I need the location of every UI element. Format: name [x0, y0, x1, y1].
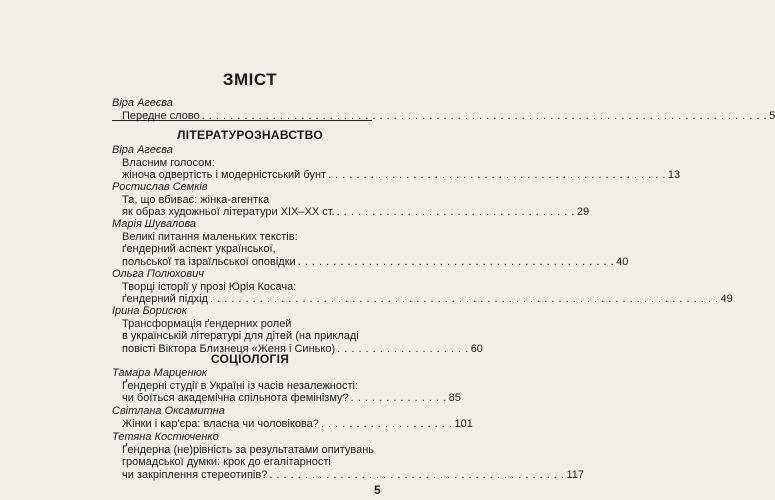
- entry-title: чи боїться академічна спільнота фемінізму?: [122, 392, 349, 405]
- entry-line: громадської думки: крок до егалітарності: [122, 456, 331, 469]
- entry-title: Передне слово: [122, 109, 200, 122]
- entry-line: Ґендерна (не)рівність за результатами опитувань: [122, 443, 375, 456]
- entry-line: Ґендерні студії в Україні із часів незалежності:: [122, 379, 358, 392]
- entry-title: ґендерний підхід: [122, 293, 208, 306]
- section-heading-sociology: СОЦІОЛОГІЯ: [210, 352, 290, 366]
- entry-line: [122, 468, 585, 482]
- entry-page: 40: [616, 255, 629, 268]
- entry-title: повісті Віктора Близнеця «Женя і Синько): [122, 342, 336, 355]
- entry-line: Творці історії у прозі Юрія Косача:: [122, 280, 297, 293]
- entry-page: 13: [667, 169, 681, 182]
- entry-line: ґендерний аспект української,: [122, 243, 276, 256]
- leader-dots: . . . . . . . . . . . . . . . . . . . . . . . . . . . . . . . . . . . . . . . . . . . . . . . . . . . . . . . . . . . . . . . . . . . . . . . .: [209, 293, 719, 306]
- entry-title: Жінки і кар'єра: власна чи чоловікова?: [122, 417, 319, 430]
- entry-line: Великі питання маленьких текстів:: [122, 230, 298, 243]
- entry-line: [122, 109, 775, 123]
- leader-dots: . . . . . . . . . . . . . .: [350, 392, 447, 405]
- entry-author: Ірина Борисюк: [112, 305, 187, 317]
- entry-title: польської та ізраїльської оповідки: [122, 255, 296, 268]
- toc-entry: [112, 144, 681, 182]
- toc-entry: [112, 181, 590, 219]
- entry-line: в українській літературі для дітей (на прикладі: [122, 330, 359, 343]
- toc-entry: [112, 305, 483, 355]
- entry-page: 101: [454, 417, 473, 430]
- leader-dots: . . . . . . . . . . . . . . . . . . . . . . . . . . . . . . . . . . . . . . . . . . . . . . . .: [328, 169, 666, 182]
- entry-author: Віра Агеєва: [112, 97, 173, 109]
- entry-line: [122, 392, 461, 405]
- toc-entry: [112, 405, 473, 430]
- toc-entry: [112, 431, 585, 481]
- leader-dots: . . . . . . . . . . . . . . . . . . .: [320, 417, 453, 430]
- entry-title: жіноча одвертість і модерністський бунт: [122, 169, 327, 182]
- entry-page: 60: [470, 342, 483, 355]
- entry-title: як образ художньої літератури XIX–XX ст.: [122, 206, 335, 219]
- entry-page: 117: [566, 468, 585, 481]
- entry-line: Трансформація ґендерних ролей: [122, 317, 292, 330]
- entry-line: Та, що вбиває: жінка-агентка: [122, 193, 270, 206]
- page-number: 5: [374, 483, 381, 497]
- section-heading-literature: ЛІТЕРАТУРОЗНАВСТВО: [177, 128, 323, 142]
- leader-dots: . . . . . . . . . . . . . . . . . . . . . . . . . . . . . . . . . . . . . . . . . .: [269, 468, 565, 481]
- entry-line: Власним голосом:: [122, 156, 215, 169]
- leader-dots: . . . . . . . . . . . . . . . . . . . . . . . . . . . . . . . . . . . . . . . . . . . . . . . . . . . . . . . . . . . . . . . . . . . . . . . . . . . . . . . .: [201, 109, 768, 122]
- entry-page: 5: [769, 109, 775, 122]
- entry-line: [122, 169, 681, 182]
- leader-dots: . . . . . . . . . . . . . . . . . . . . . . . . . . . . . . . . . .: [336, 206, 575, 219]
- page-title: ЗМІСТ: [222, 70, 278, 89]
- entry-author: Марія Шувалова: [112, 218, 196, 230]
- entry-line: [122, 293, 733, 306]
- entry-line: [122, 417, 473, 431]
- entry-page: 29: [576, 206, 590, 219]
- entry-page: 85: [448, 392, 461, 405]
- entry-author: Ольга Полюхович: [112, 268, 204, 280]
- leader-dots: . . . . . . . . . . . . . . . . . . . . . . . . . . . . . . . . . . . . . . . . . . . . .: [297, 255, 615, 268]
- entry-page: 49: [720, 293, 733, 306]
- entry-line: [122, 206, 590, 219]
- leader-dots: . . . . . . . . . . . . . . . . . . .: [337, 342, 469, 355]
- toc-entry: [112, 97, 775, 122]
- toc-entry: [112, 218, 629, 268]
- entry-title: чи закріплення стереотипів?: [122, 468, 268, 481]
- entry-author: Тетяна Костюченко: [112, 431, 219, 443]
- toc-entry: [112, 268, 733, 306]
- entry-author: Віра Агеєва: [112, 144, 173, 156]
- entry-author: Тамара Марценюк: [112, 367, 207, 379]
- entry-author: Ростислав Семків: [112, 181, 208, 193]
- entry-author: Світлана Оксамитна: [112, 405, 225, 417]
- entry-line: [122, 255, 629, 269]
- toc-entry: [112, 367, 461, 405]
